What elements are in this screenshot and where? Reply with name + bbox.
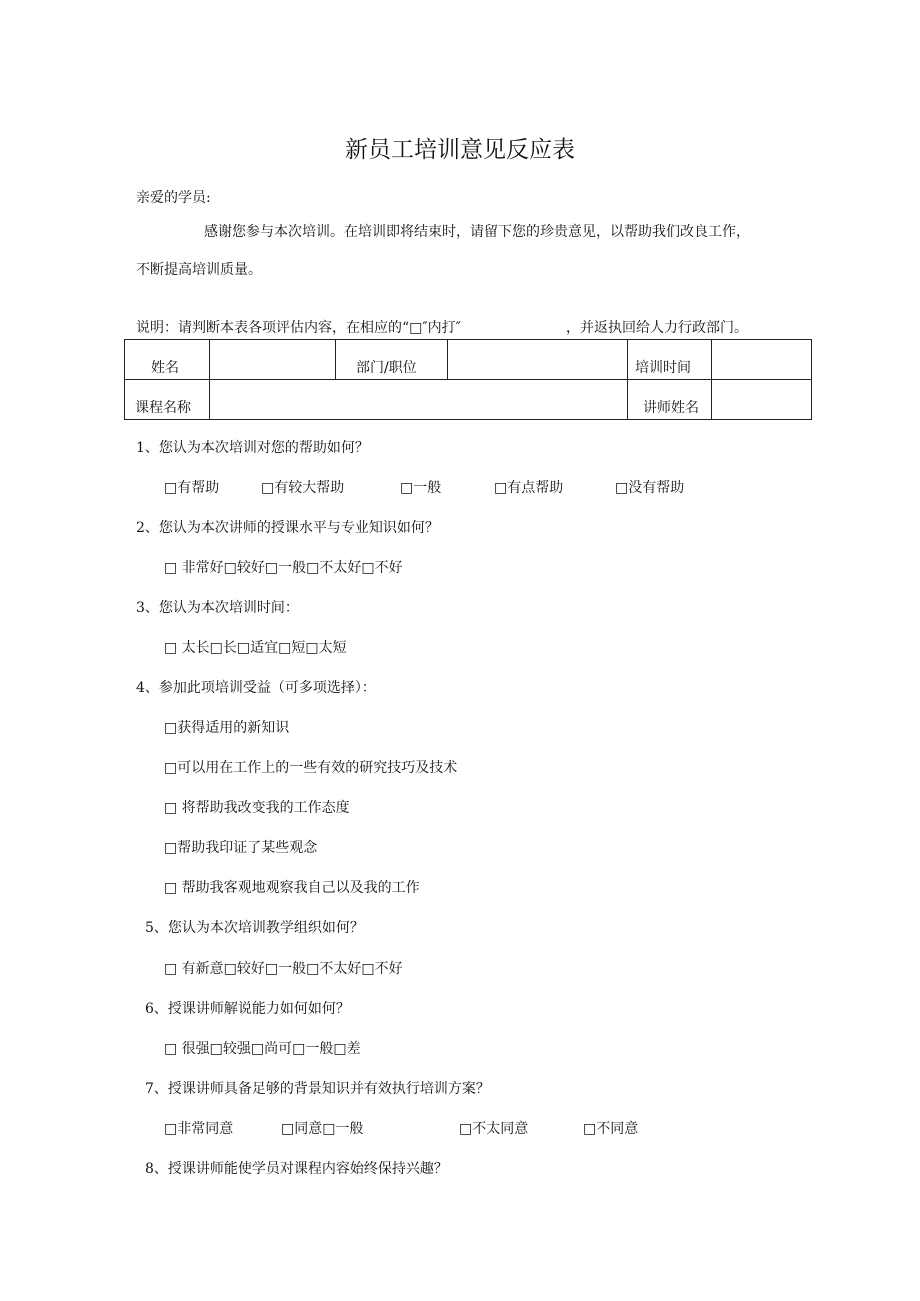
q1-option-2[interactable]: □有较大帮助 <box>261 480 345 496</box>
q4-option-5[interactable]: □ 帮助我客观地观察我自己以及我的工作 <box>164 880 420 896</box>
info-row-1 <box>125 340 812 380</box>
lecturer-field[interactable] <box>712 380 812 420</box>
q3-options[interactable]: □ 太长□长□适宜□短□太短 <box>164 640 347 656</box>
q4-option-2[interactable]: □可以用在工作上的一些有效的研究技巧及技术 <box>164 760 458 776</box>
question-6: 6、授课讲师解说能力如何如何？ <box>145 1001 350 1017</box>
page-title: 新员工培训意见反应表 <box>345 137 575 163</box>
question-8: 8、授课讲师能使学员对课程内容始终保持兴趣？ <box>145 1161 448 1177</box>
time-field[interactable] <box>712 340 812 380</box>
time-label: 培训时间 <box>635 360 691 376</box>
question-3: 3、您认为本次培训时间： <box>136 600 299 616</box>
q7-option-1[interactable]: □非常同意 <box>164 1121 234 1137</box>
question-5: 5、您认为本次培训教学组织如何？ <box>145 920 364 936</box>
q7-option-3[interactable]: □不太同意 <box>459 1121 529 1137</box>
name-field[interactable] <box>210 340 336 380</box>
q1-option-4[interactable]: □有点帮助 <box>494 480 564 496</box>
q4-option-1[interactable]: □获得适用的新知识 <box>164 720 290 736</box>
q7-option-2[interactable]: □同意□一般 <box>281 1121 364 1137</box>
q4-option-3[interactable]: □ 将帮助我改变我的工作态度 <box>164 800 350 816</box>
course-label-cell <box>125 380 210 420</box>
question-4: 4、参加此项培训受益（可多项选择）： <box>136 680 376 696</box>
salutation: 亲爱的学员: <box>136 190 211 206</box>
info-row-2 <box>125 380 812 420</box>
name-label-cell <box>125 340 210 380</box>
time-label-cell <box>628 340 712 380</box>
intro-line-2: 不断提高培训质量。 <box>136 262 262 278</box>
q1-option-5[interactable]: □没有帮助 <box>615 480 685 496</box>
dept-label: 部门/职位 <box>356 360 417 376</box>
question-1: 1、您认为本次培训对您的帮助如何？ <box>136 440 369 456</box>
q5-options[interactable]: □ 有新意□较好□一般□不太好□不好 <box>164 961 403 977</box>
lecturer-label-cell <box>628 380 712 420</box>
q1-option-1[interactable]: □有帮助 <box>164 480 220 496</box>
q7-option-4[interactable]: □不同意 <box>583 1121 639 1137</box>
q6-options[interactable]: □ 很强□较强□尚可□一般□差 <box>164 1041 361 1057</box>
instruction-part-1: 说明：请判断本表各项评估内容，在相应的“□″内打″ <box>136 320 461 336</box>
q2-options[interactable]: □ 非常好□较好□一般□不太好□不好 <box>164 560 403 576</box>
q4-option-4[interactable]: □帮助我印证了某些观念 <box>164 840 318 856</box>
dept-label-cell <box>336 340 448 380</box>
question-2: 2、您认为本次讲师的授课水平与专业知识如何？ <box>136 520 439 536</box>
course-field[interactable] <box>210 380 628 420</box>
course-label: 课程名称 <box>135 400 191 416</box>
intro-line-1: 感谢您参与本次培训。在培训即将结束时，请留下您的珍贵意见，以帮助我们改良工作， <box>204 224 750 240</box>
question-7: 7、授课讲师具备足够的背景知识并有效执行培训方案？ <box>145 1081 490 1097</box>
q1-option-3[interactable]: □一般 <box>400 480 442 496</box>
instruction-part-2: ，并返执回给人力行政部门。 <box>566 320 748 336</box>
info-table <box>124 339 812 420</box>
lecturer-label: 讲师姓名 <box>643 400 699 416</box>
name-label: 姓名 <box>151 360 179 376</box>
dept-field[interactable] <box>448 340 628 380</box>
